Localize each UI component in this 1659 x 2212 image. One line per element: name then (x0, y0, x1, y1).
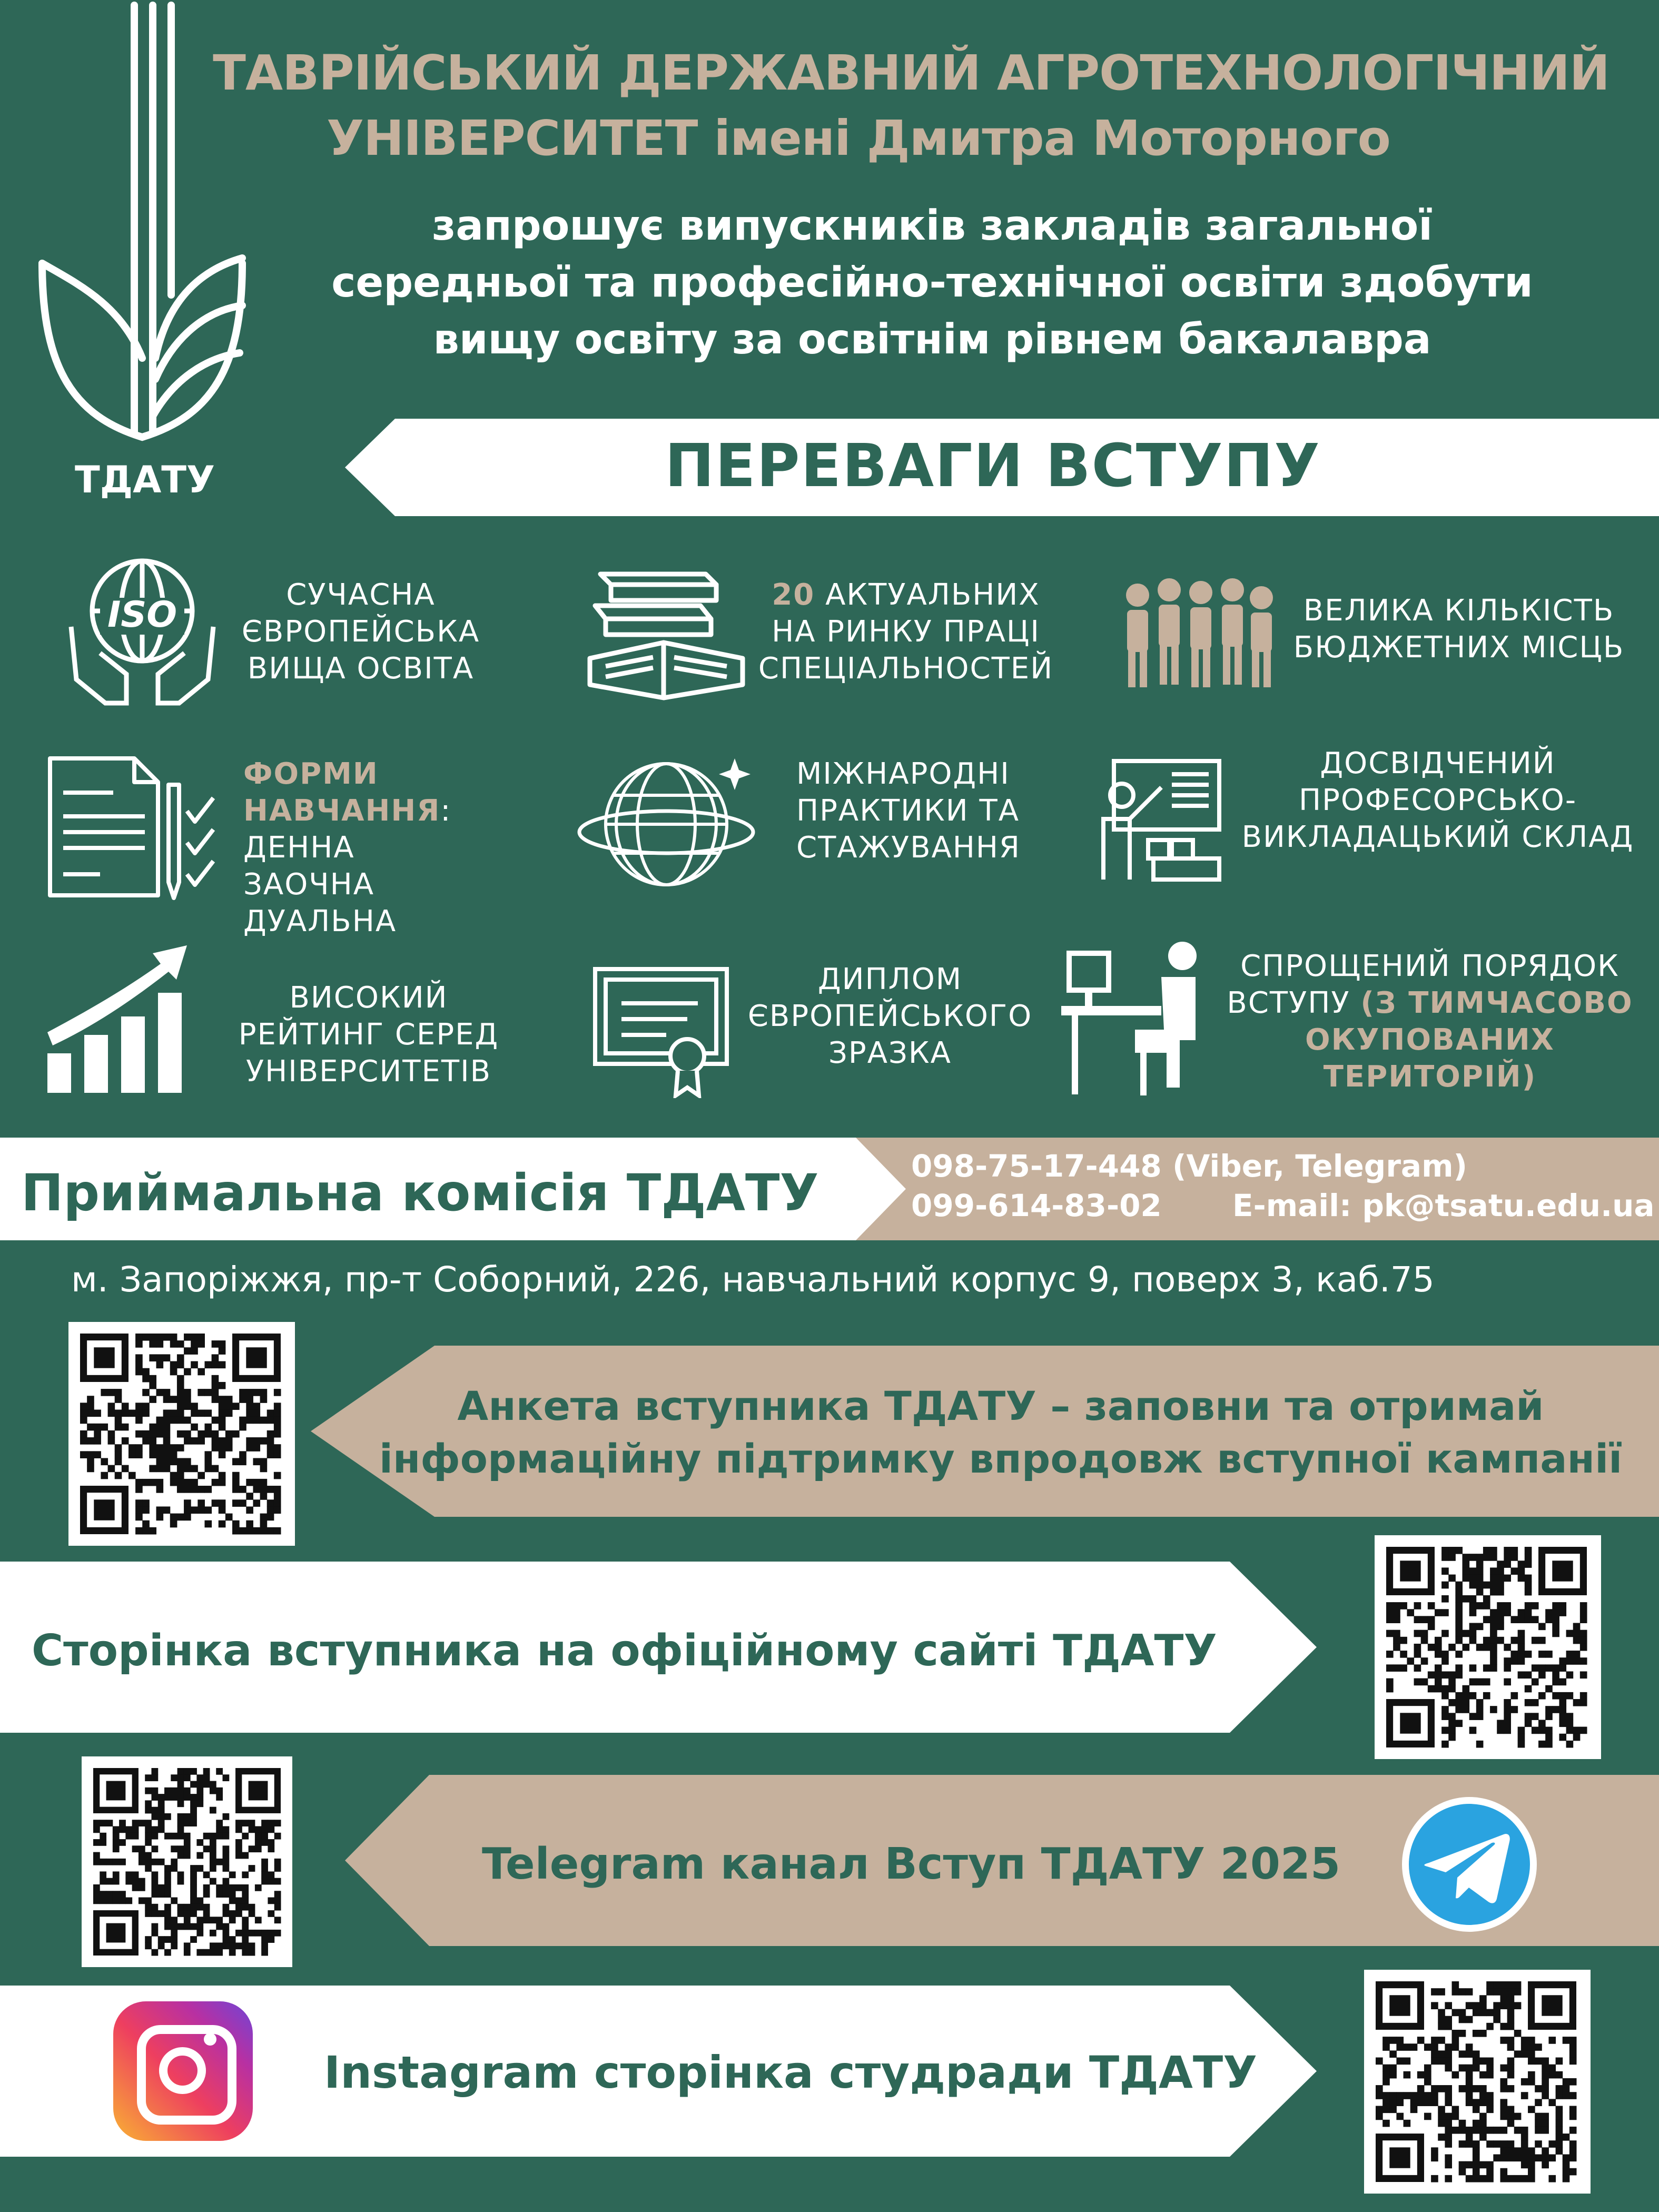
admissions-title: Приймальна комісія ТДАТУ (21, 1163, 819, 1222)
university-title-line1: ТАВРІЙСЬКИЙ ДЕРЖАВНИЙ АГРОТЕХНОЛОГІЧНИЙ (213, 45, 1609, 101)
site-banner-text: Сторінка вступника на офіційному сайті ТДАТУ (32, 1626, 1217, 1676)
iso-hands-icon (63, 553, 221, 711)
rising-chart-icon (45, 943, 192, 1095)
advantage-5-line: МІЖНАРОДНІ (796, 757, 1010, 791)
advantage-4-title (243, 756, 586, 829)
advantages-heading: ПЕРЕВАГИ ВСТУПУ (665, 432, 1321, 500)
advantage-4-line: ДУАЛЬНА (243, 904, 397, 939)
invite-line3: вищу освіту за освітнім рівнем бакалавра (433, 316, 1431, 363)
advantage-6-line: ВИКЛАДАЦЬКИЙ СКЛАД (1241, 820, 1634, 854)
logo-caption: ТДАТУ (75, 458, 215, 501)
diploma-icon (592, 966, 729, 1098)
study-forms-colon: : (440, 794, 452, 828)
qr-code-form[interactable] (68, 1322, 295, 1546)
advantage-2 (748, 577, 1064, 687)
form-line1: Анкета вступника ТДАТУ – заповни та отримай (457, 1382, 1544, 1429)
people-icon (1117, 574, 1280, 690)
advantage-4-line: ДЕННА (243, 831, 355, 865)
advantage-5-line: СТАЖУВАННЯ (796, 831, 1021, 865)
advantage-1-line: ЄВРОПЕЙСЬКА (241, 615, 480, 649)
form-line2: інформаційну підтримку впродовж вступної кампанії (379, 1435, 1623, 1482)
advantage-2-line1 (748, 577, 1064, 614)
advantage-2-number: 20 (772, 578, 815, 612)
teacher-icon (1098, 756, 1224, 882)
advantage-5 (796, 756, 1070, 866)
instagram-banner-text: Instagram сторінка студради ТДАТУ (324, 2047, 1257, 2098)
advantage-6-line: ПРОФЕСОРСЬКО- (1298, 783, 1577, 817)
advantage-3 (1280, 592, 1638, 666)
university-title-line2: УНІВЕРСИТЕТ імені Дмитра Моторного (327, 110, 1390, 166)
advantage-9-line: СПРОЩЕНИЙ ПОРЯДОК (1240, 949, 1619, 983)
advantage-6 (1232, 745, 1643, 856)
phone-2[interactable]: 099-614-83-02 (911, 1188, 1162, 1223)
form-banner-text (369, 1380, 1633, 1485)
advantage-7-line: РЕЙТИНГ СЕРЕД (238, 1018, 499, 1052)
advantage-9-accent-line: ОКУПОВАНИХ ТЕРИТОРІЙ) (1305, 1023, 1555, 1094)
advantage-7-line: УНІВЕРСИТЕТІВ (245, 1054, 492, 1089)
address: м. Запоріжжя, пр-т Соборний, 226, навчальний корпус 9, поверх 3, каб.75 (71, 1259, 1435, 1300)
advantage-4-line: ЗАОЧНА (243, 867, 375, 902)
invite-line1: запрошує випускників закладів загальної (432, 202, 1433, 250)
person-at-computer-icon (1061, 940, 1209, 1098)
advantage-9 (1206, 948, 1654, 1095)
advantage-8 (729, 961, 1051, 1072)
phone-1[interactable]: 098-75-17-448 (Viber, Telegram) (911, 1148, 1468, 1184)
advantage-8-line: ЄВРОПЕЙСЬКОГО (747, 999, 1033, 1033)
advantage-9-accent: (З ТИМЧАСОВО (1360, 986, 1633, 1020)
telegram-banner-text: Telegram канал Вступ ТДАТУ 2025 (481, 1839, 1341, 1889)
advantage-7 (221, 980, 516, 1090)
svg-text:ISO: ISO (107, 594, 177, 636)
advantage-1 (232, 577, 490, 687)
advantage-9-text: ВСТУПУ (1227, 986, 1350, 1020)
advantage-6-line: ДОСВІДЧЕНИЙ (1320, 746, 1556, 781)
study-forms-label: ФОРМИ НАВЧАННЯ (243, 757, 441, 828)
advantage-5-line: ПРАКТИКИ ТА (796, 794, 1020, 828)
advantage-2-line: СПЕЦІАЛЬНОСТЕЙ (758, 651, 1054, 686)
advantage-4 (243, 756, 586, 940)
advantage-3-line: БЮДЖЕТНИХ МІСЦЬ (1293, 630, 1625, 665)
document-checklist-icon (45, 753, 224, 906)
instagram-icon[interactable] (113, 2001, 253, 2141)
advantage-3-line: ВЕЛИКА КІЛЬКІСТЬ (1303, 594, 1615, 628)
advantage-8-line: ЗРАЗКА (828, 1036, 952, 1070)
advantage-8-line: ДИПЛОМ (817, 962, 963, 996)
qr-code-telegram[interactable] (82, 1756, 292, 1967)
invite-line2: середньої та професійно-технічної освіти здобути (331, 259, 1533, 307)
qr-code-site[interactable] (1375, 1535, 1601, 1759)
globe-icon (577, 753, 756, 890)
telegram-icon[interactable] (1398, 1793, 1540, 1935)
advantage-7-line: ВИСОКИЙ (289, 981, 448, 1015)
qr-code-instagram[interactable] (1364, 1970, 1591, 2194)
advantage-9-line2 (1206, 985, 1654, 1022)
advantage-2-text: АКТУАЛЬНИХ (825, 578, 1040, 612)
books-icon (585, 564, 748, 700)
advantage-1-line: СУЧАСНА (286, 578, 436, 612)
advantage-2-line: НА РИНКУ ПРАЦІ (772, 615, 1040, 649)
advantage-1-line: ВИЩА ОСВІТА (247, 651, 475, 686)
email-link[interactable]: E-mail: pk@tsatu.edu.ua (1232, 1188, 1655, 1223)
